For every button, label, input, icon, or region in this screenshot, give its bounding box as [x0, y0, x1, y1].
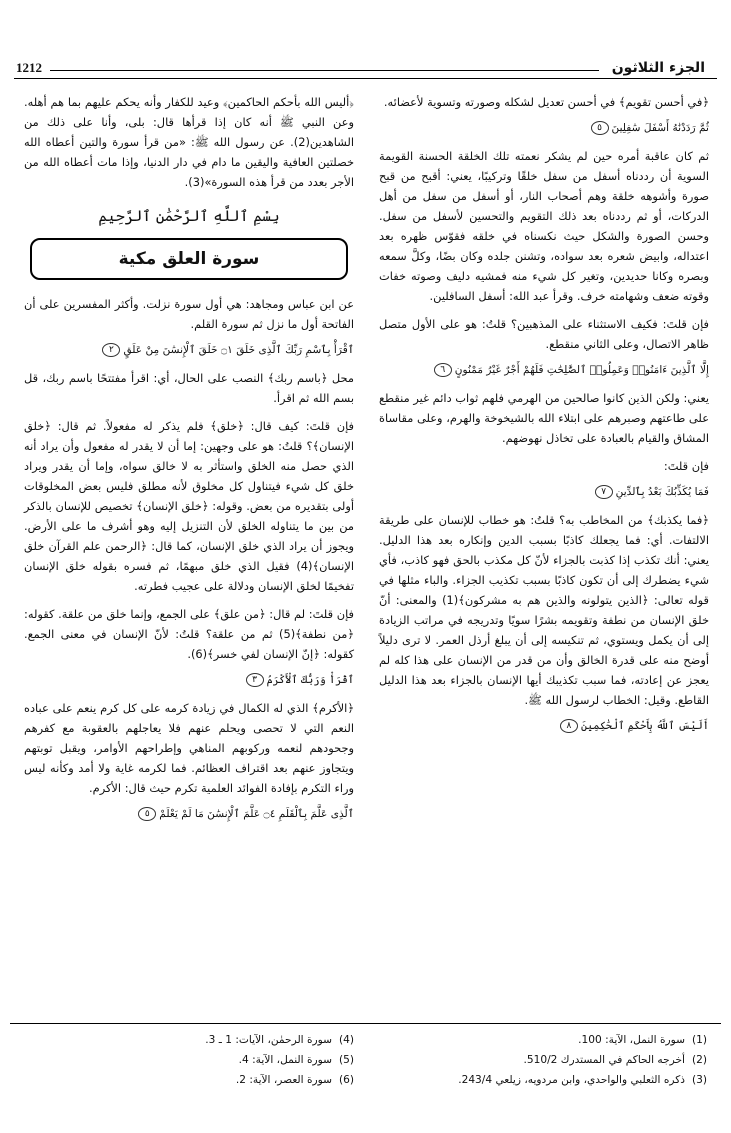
commentary-paragraph: ثم كان عاقبة أمره حين لم يشكر نعمته تلك الخلقة الحسنة القويمة السوية أن رددناه أسفل من سفل خلقًا وتركيبًا، يعني: أقبح من قبح صورة وأشوهه خلقة وهم أصحاب النار، أو أسفل من سفل من أهل الدركات، أو ثم رددناه بعد ذلك التقويم والتحسين لأسفل من سفل. وحسن الصورة والشكل حيث نكسناه في خلقه فقوّس ظهره بعد اعتداله، وابيض شعره بعد سواده، وتشنن جلده وكان بضًا، وكلَّ سمعه وبصره وكانا حديدين، وتغير كل شيء منه فمشيه دليف وصوته خفات وقوته ضعف وشهامته خرف. وقرأ عبد الله: أسفل السافلين. — [379, 149, 709, 303]
right-column — [379, 92, 709, 742]
quran-verse — [24, 670, 354, 690]
quran-verse — [24, 340, 354, 360]
ayah-number: ٥ — [591, 121, 609, 135]
footnote-text: سورة العصر، الآية: 2. — [235, 1074, 332, 1086]
footnote-text: ذكره الثعلبي والواحدي، وابن مردويه، زيلعي 243/4. — [458, 1074, 685, 1086]
quran-verse — [379, 716, 709, 736]
commentary-paragraph: ﴿الأكرم﴾ الذي له الكمال في زيادة كرمه على كل كرم ينعم على عباده النعم التي لا تحصى ويحلم عنهم فلا يعاجلهم بالعقوبة مع كفرهم وجحودهم لنعمه وركوبهم المناهي وإطراحهم الأوامر، ويقبل توبتهم ويتجاوز عنهم بعد اقتراف العظائم. فما لكرمه غاية ولا أمد وكأنه ليس وراء التكرم بإفادة الفوائد العلمية تكرم حيث قال: الأكرم. — [24, 701, 354, 795]
footnote-number: (4) — [338, 1034, 354, 1046]
verse-text: أَلَيْسَ ٱللَّهُ بِأَحْكَمِ ٱلْحَٰكِمِينَ — [580, 720, 709, 732]
footnote-text: سورة النمل، الآية: 4. — [238, 1054, 332, 1066]
commentary-paragraph: فإن قلتَ: لم قال: ﴿من علق﴾ على الجمع، وإنما خلق من علقة. كقوله: ﴿من نطفة﴾(5) ثم من علقة؟ قلتُ: لأنّ الإنسان في معنى الجمع. كقوله: ﴿إنّ الإنسان لفي خسر﴾(6). — [24, 607, 355, 661]
footnote — [377, 1050, 707, 1070]
commentary-paragraph: عن ابن عباس ومجاهد: هي أول سورة نزلت. وأكثر المفسرين على أن الفاتحة أول ما نزل ثم سورة القلم. — [24, 297, 354, 331]
verse-text: ثُمَّ رَدَدْنَٰهُ أَسْفَلَ سَٰفِلِينَ — [611, 122, 709, 134]
verse-text: فَمَا يُكَذِّبُكَ بَعْدُ بِٱلدِّينِ — [615, 486, 709, 498]
header-double-rule — [14, 78, 717, 79]
ayah-number: ٣ — [246, 673, 264, 687]
verse-text: ٱلَّذِى عَلَّمَ بِٱلْقَلَمِ ۝٤ عَلَّمَ ٱلْإِنسَٰنَ مَا لَمْ يَعْلَمْ — [159, 808, 354, 820]
verse-text: ٱقْرَأْ بِٱسْمِ رَبِّكَ ٱلَّذِى خَلَقَ ۝١ خَلَقَ ٱلْإِنسَٰنَ مِنْ عَلَقٍ — [123, 344, 354, 356]
footnote-number: (6) — [338, 1074, 354, 1086]
quran-verse — [379, 118, 709, 138]
header-rule — [50, 70, 599, 71]
commentary-paragraph: ﴿أليس الله بأحكم الحاكمين﴾ وعيد للكفار وأنه يحكم عليهم بما هم أهله. وعن النبي ﷺ أنه كان إذا قرأها قال: بلى، وأنا على ذلك من الشاهدين(2). عن رسول الله ﷺ: «من قرأ سورة والتين أعطاه الله خصلتين العافية واليقين ما دام في دار الدنيا، وإذا مات أعطاه الله من الأجر بعدد من قرأ هذه السورة»(3). — [24, 95, 354, 189]
footnote — [24, 1030, 354, 1050]
commentary-paragraph: ﴿في أحسن تقويم﴾ في أحسن تعديل لشكله وصورته وتسوية لأعضائه. — [383, 95, 709, 109]
footnote — [24, 1050, 354, 1070]
ayah-number: ٨ — [560, 719, 578, 733]
quran-verse — [24, 804, 354, 824]
basmala: بِسْمِ ٱللَّهِ ٱلرَّحْمَٰنِ ٱلرَّحِيمِ — [98, 207, 280, 225]
footnotes-left — [24, 1030, 354, 1090]
footnote-rule — [10, 1023, 721, 1024]
ayah-number: ٥ — [138, 807, 156, 821]
footnote-text: سورة النمل، الآية: 100. — [578, 1034, 685, 1046]
footnote-text: سورة الرحمٰن، الآيات: 1 ـ 3. — [205, 1034, 332, 1046]
commentary-paragraph: محل ﴿باسم ربك﴾ النصب على الحال، أي: اقرأ مفتتحًا باسم ربك، قل بسم الله ثم اقرأ. — [24, 371, 354, 405]
footnote-number: (5) — [338, 1054, 354, 1066]
surah-title-box — [30, 238, 348, 280]
commentary-paragraph: فإن قلتَ: كيف قال: ﴿خلق﴾ فلم يذكر له مفعولاً. ثم قال: ﴿خلق الإنسان﴾؟ قلتُ: هو على وجهين: إما أن لا يقدر له مفعول وأن يراد أنه الذي حصل منه الخلق واستأثر به لا خالق سواه، وإما أن يقدر ويراد خلق كل شيء فيتناول كل مخلوق لأنه مطلق فليس بعض المخلوقات أولى بتقديره من بعض. وقوله: ﴿خلق الإنسان﴾ تخصيص للإنسان بالذكر من بين ما يتناوله الخلق لأن التنزيل إليه وهو أشرف ما على الأرض. ويجوز أن يراد الذي خلق الإنسان، كما قال: ﴿الرحمن علم القرآن خلق الإنسان﴾(4) فقيل الذي خلق مبهمًا، ثم فسره بقوله خلق الإنسان تفخيمًا لخلق الإنسان ودلالة على عجيب فطرته. — [24, 419, 354, 593]
surah-title: سورة العلق مكية — [118, 249, 260, 269]
footnotes-right — [377, 1030, 707, 1090]
left-column — [24, 92, 354, 830]
footnote — [377, 1070, 707, 1090]
footnote-number: (2) — [691, 1054, 707, 1066]
quran-verse — [379, 482, 709, 502]
left-column-bottom — [24, 294, 354, 824]
commentary-paragraph: ﴿فما يكذبك﴾ من المخاطب به؟ قلتُ: هو خطاب للإنسان على طريقة الالتفات. أي: فما يجعلك كاذبًا بسبب الدين وإنكاره بعد هذا الدليل. يعني: أنك تكذب إذا كذبت بالجزاء لأنّ كل مكذب بالحق فهو كاذب، فأي شيء يضطرك إلى أن تكون كاذبًا بسبب تكذيب الجزاء. والباء مثلها في قوله تعالى: ﴿الذين يتولونه والذين هم به مشركون﴾(1) والمعنى: أنّ خلق الإنسان من نطفة وتقويمه بشرًا سويًا وتدريجه في مراتب الزيادة إلى أن يكمل ويستوي، ثم تنكيسه إلى أن يبلغ أرذل العمر. لا ترى دليلاً أوضح منه على قدرة الخالق وأن من قدر من الإنسان على هذا كله لم يعجز عن إعادته، فما سبب تكذيبك أيها الإنسان بالجزاء بعد هذا الدليل القاطع. وقيل: الخطاب لرسول الله ﷺ. — [379, 513, 710, 707]
ayah-number: ٢ — [102, 343, 120, 357]
verse-text: إِلَّا ٱلَّذِينَ ءَامَنُوا۟ وَعَمِلُوا۟ ٱلصَّٰلِحَٰتِ فَلَهُمْ أَجْرٌ غَيْرُ مَمْنُونٍ — [454, 364, 709, 376]
left-column-top — [24, 92, 354, 192]
footnote-number: (1) — [691, 1034, 707, 1046]
part-title: الجزء الثلاثون — [611, 60, 705, 76]
commentary-paragraph: فإن قلتَ: فكيف الاستثناء على المذهبين؟ قلتُ: هو على الأول متصل ظاهر الاتصال، وعلى الثاني منقطع. — [379, 317, 709, 351]
footnote-number: (3) — [691, 1074, 707, 1086]
commentary-paragraph: يعني: ولكن الذين كانوا صالحين من الهرمي فلهم ثواب دائم غير منقطع على طاعتهم وصبرهم على ابتلاء الله بالشيخوخة والهرم، وعلى مقاساة المشاق والقيام بالعبادة على تخاذل نهوضهم. — [379, 391, 709, 445]
commentary-paragraph: فإن قلتَ: — [663, 459, 709, 473]
page-number: 1212 — [16, 60, 42, 75]
footnote — [377, 1030, 707, 1050]
verse-text: ٱقْرَأْ وَرَبُّكَ ٱلْأَكْرَمُ — [266, 674, 354, 686]
ayah-number: ٦ — [434, 363, 452, 377]
quran-verse — [379, 360, 709, 380]
footnote-text: أخرجه الحاكم في المستدرك 510/2. — [523, 1054, 685, 1066]
ayah-number: ٧ — [595, 485, 613, 499]
footnote — [24, 1070, 354, 1090]
